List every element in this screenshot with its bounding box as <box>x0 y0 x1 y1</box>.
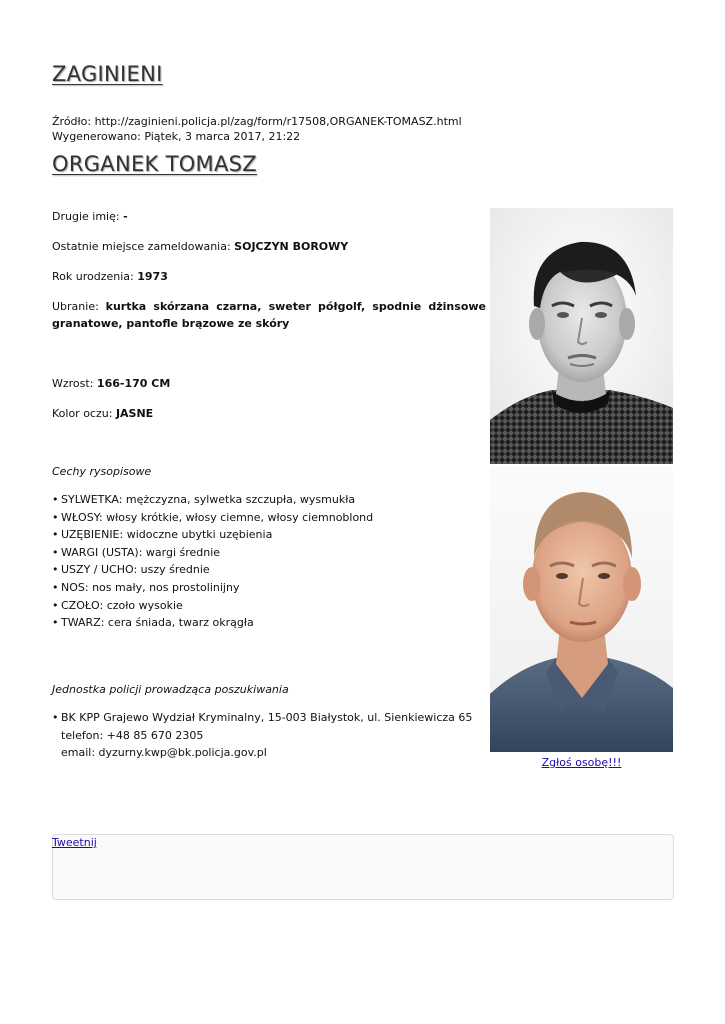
birth-year-field <box>52 268 168 285</box>
second-name-field <box>52 208 128 225</box>
eye-color-value: JASNE <box>115 407 154 420</box>
features-title: Cechy rysopisowe <box>52 465 152 478</box>
police-unit-info <box>52 709 472 762</box>
police-address: BK KPP Grajewo Wydział Kryminalny, 15-003 Białystok, ul. Sienkiewicza 65 <box>61 711 473 724</box>
share-box <box>52 834 674 900</box>
list-item: • CZOŁO: czoło wysokie <box>52 598 183 612</box>
features-list <box>52 491 373 632</box>
report-person-link[interactable]: Zgłoś osobę!!! <box>541 756 622 769</box>
site-title: ZAGINIENI <box>52 62 163 86</box>
eye-color-label: Kolor oczu: <box>52 407 113 420</box>
birth-year-label: Rok urodzenia: <box>52 270 134 283</box>
clothing-field <box>52 298 486 332</box>
residence-label: Ostatnie miejsce zameldowania: <box>52 240 231 253</box>
police-email: email: dyzurny.kwp@bk.policja.gov.pl <box>61 746 267 759</box>
person-name: ORGANEK TOMASZ <box>52 152 257 176</box>
police-phone: telefon: +48 85 670 2305 <box>61 728 204 742</box>
birth-year-value: 1973 <box>137 270 168 283</box>
source-line: Źródło: http://zaginieni.policja.pl/zag/form/r17508,ORGANEK-TOMASZ.html <box>52 115 462 128</box>
height-field <box>52 375 170 392</box>
second-name-value: - <box>123 210 128 223</box>
generated-line: Wygenerowano: Piątek, 3 marca 2017, 21:22 <box>52 130 301 143</box>
list-item: • SYLWETKA: mężczyzna, sylwetka szczupła, wysmukła <box>52 493 356 506</box>
height-label: Wzrost: <box>52 377 94 390</box>
second-name-label: Drugie imię: <box>52 210 120 223</box>
height-value: 166-170 CM <box>96 377 171 390</box>
clothing-value: kurtka skórzana czarna, sweter półgolf, spodnie dżinsowe granatowe, pantofle brązowe ze skóry <box>52 300 486 330</box>
list-item: • WŁOSY: włosy krótkie, włosy ciemne, włosy ciemnoblond <box>52 510 374 524</box>
eye-color-field <box>52 405 153 422</box>
clothing-label: Ubranie: <box>52 300 99 313</box>
police-unit-title: Jednostka policji prowadząca poszukiwania <box>52 683 289 696</box>
list-item: • TWARZ: cera śniada, twarz okrągła <box>52 616 254 630</box>
tweet-link[interactable]: Tweetnij <box>52 836 97 849</box>
residence-field <box>52 238 348 255</box>
missing-person-photo-2 <box>490 466 673 752</box>
list-item: • NOS: nos mały, nos prostolinijny <box>52 580 240 594</box>
list-item: • USZY / UCHO: uszy średnie <box>52 563 210 577</box>
missing-person-photo-1 <box>490 208 673 464</box>
meta-info <box>52 114 462 144</box>
residence-value: SOJCZYN BOROWY <box>234 240 349 253</box>
list-item: • WARGI (USTA): wargi średnie <box>52 545 221 559</box>
list-item: • UZĘBIENIE: widoczne ubytki uzębienia <box>52 528 273 542</box>
list-item: • BK KPP Grajewo Wydział Kryminalny, 15-003 Białystok, ul. Sienkiewicza 65 <box>52 711 473 724</box>
